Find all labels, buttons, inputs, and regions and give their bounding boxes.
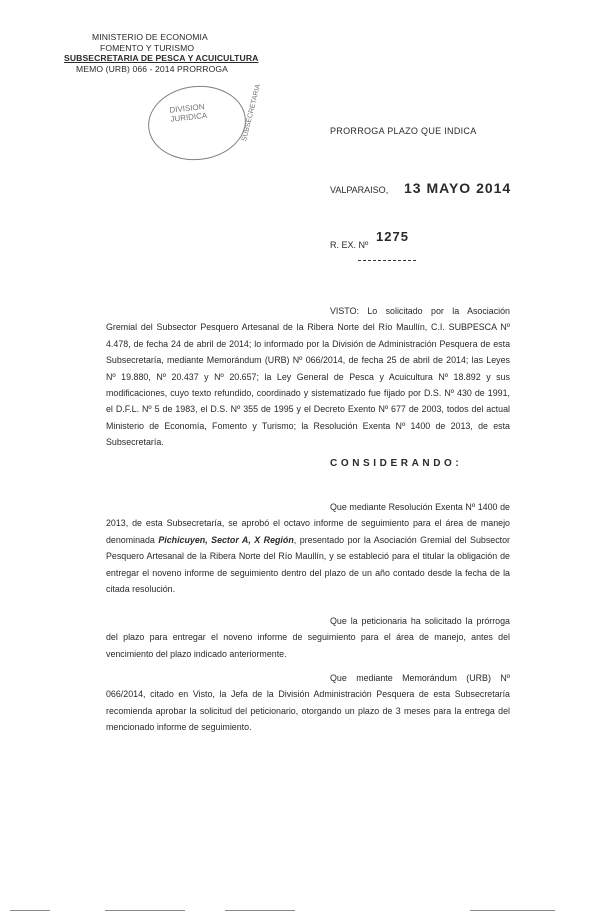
issue-date: 13 MAYO 2014 (404, 180, 512, 196)
considerando-paragraph-1: Que mediante Resolución Exenta Nº 1400 de 2013, de esta Subsecretaría, se aprobó el octavo informe de seguimiento para el área de manejo denominada Pichicuyen, Sector A, X Región, presentado por la Asociación Gremial del Subsector Pesquero Artesanal de la Ribera Norte del Río Maullín, y se estableció para el titular la obligación de entregar el noveno informe de seguimiento dentro del plazo de un año contado desde la fecha de la citada resolución. (106, 502, 511, 595)
resolution-underline (358, 260, 416, 261)
division-stamp (144, 81, 263, 165)
place: VALPARAISO, (330, 185, 389, 195)
visto-paragraph: VISTO: Lo solicitado por la Asociación Gremial del Subsector Pesquero Artesanal de la Ribera Norte del Río Maullín, C.I. SUBPESCA Nº 4.478, de fecha 24 de abril de 2014; lo informado por la División de Administración Pesquera de esta Subsecretaría, mediante Memorándum (URB) Nº 066/2014, de fecha 25 de abril de 2014; las Leyes Nº 19.880, Nº 20.437 y Nº 20.657; la Ley General de Pesca y Acuicultura Nº 18.892 y sus modificaciones, cuyo texto refundido, coordinado y sistematizado fue fijado por D.S. Nº 430 de 1991, el D.F.L. Nº 5 de 1983, el D.S. Nº 355 de 1995 y el Decreto Exento Nº 677 de 2003, todos del actual Ministerio de Economía, Fomento y Turismo; la Resolución Exenta Nº 1400 de 2013, de esta Subsecretaría. (106, 306, 510, 448)
stamp-ring-text: SUBSECRETARIA (241, 83, 263, 143)
considerando-heading: CONSIDERANDO: (330, 458, 463, 469)
area-name: Pichicuyen, Sector A, X Región (158, 534, 294, 545)
resolution-number: 1275 (376, 229, 409, 244)
considerando-paragraph-3: Que mediante Memorándum (URB) Nº 066/2014, citado en Visto, la Jefa de la División Administración Pesquera de esta Subsecretaría recomienda aprobar la solicitud del peticionario, otorgando un plazo de 3 meses para la entrega del mencionado informe de seguimiento. (106, 673, 510, 733)
considerando-paragraph-2: Que la peticionaria ha solicitado la prórroga del plazo para entregar el noveno informe de seguimiento para el área de manejo, antes del vencimiento del plazo indicado anteriormente. (106, 616, 510, 659)
stamp-text: DIVISION JURIDICA (169, 102, 208, 124)
ministry-line: MINISTERIO DE ECONOMIA (92, 32, 208, 42)
memo-reference: MEMO (URB) 066 - 2014 PRORROGA (76, 63, 228, 74)
resolution-label: R. EX. Nº (330, 240, 369, 250)
letterhead (62, 32, 262, 74)
document-reference: PRORROGA PLAZO QUE INDICA (330, 126, 477, 136)
ministry-line-2: FOMENTO Y TURISMO (100, 42, 195, 53)
subsecretaria-line: SUBSECRETARIA DE PESCA Y ACUICULTURA (64, 53, 259, 64)
footer-marks (0, 906, 600, 918)
